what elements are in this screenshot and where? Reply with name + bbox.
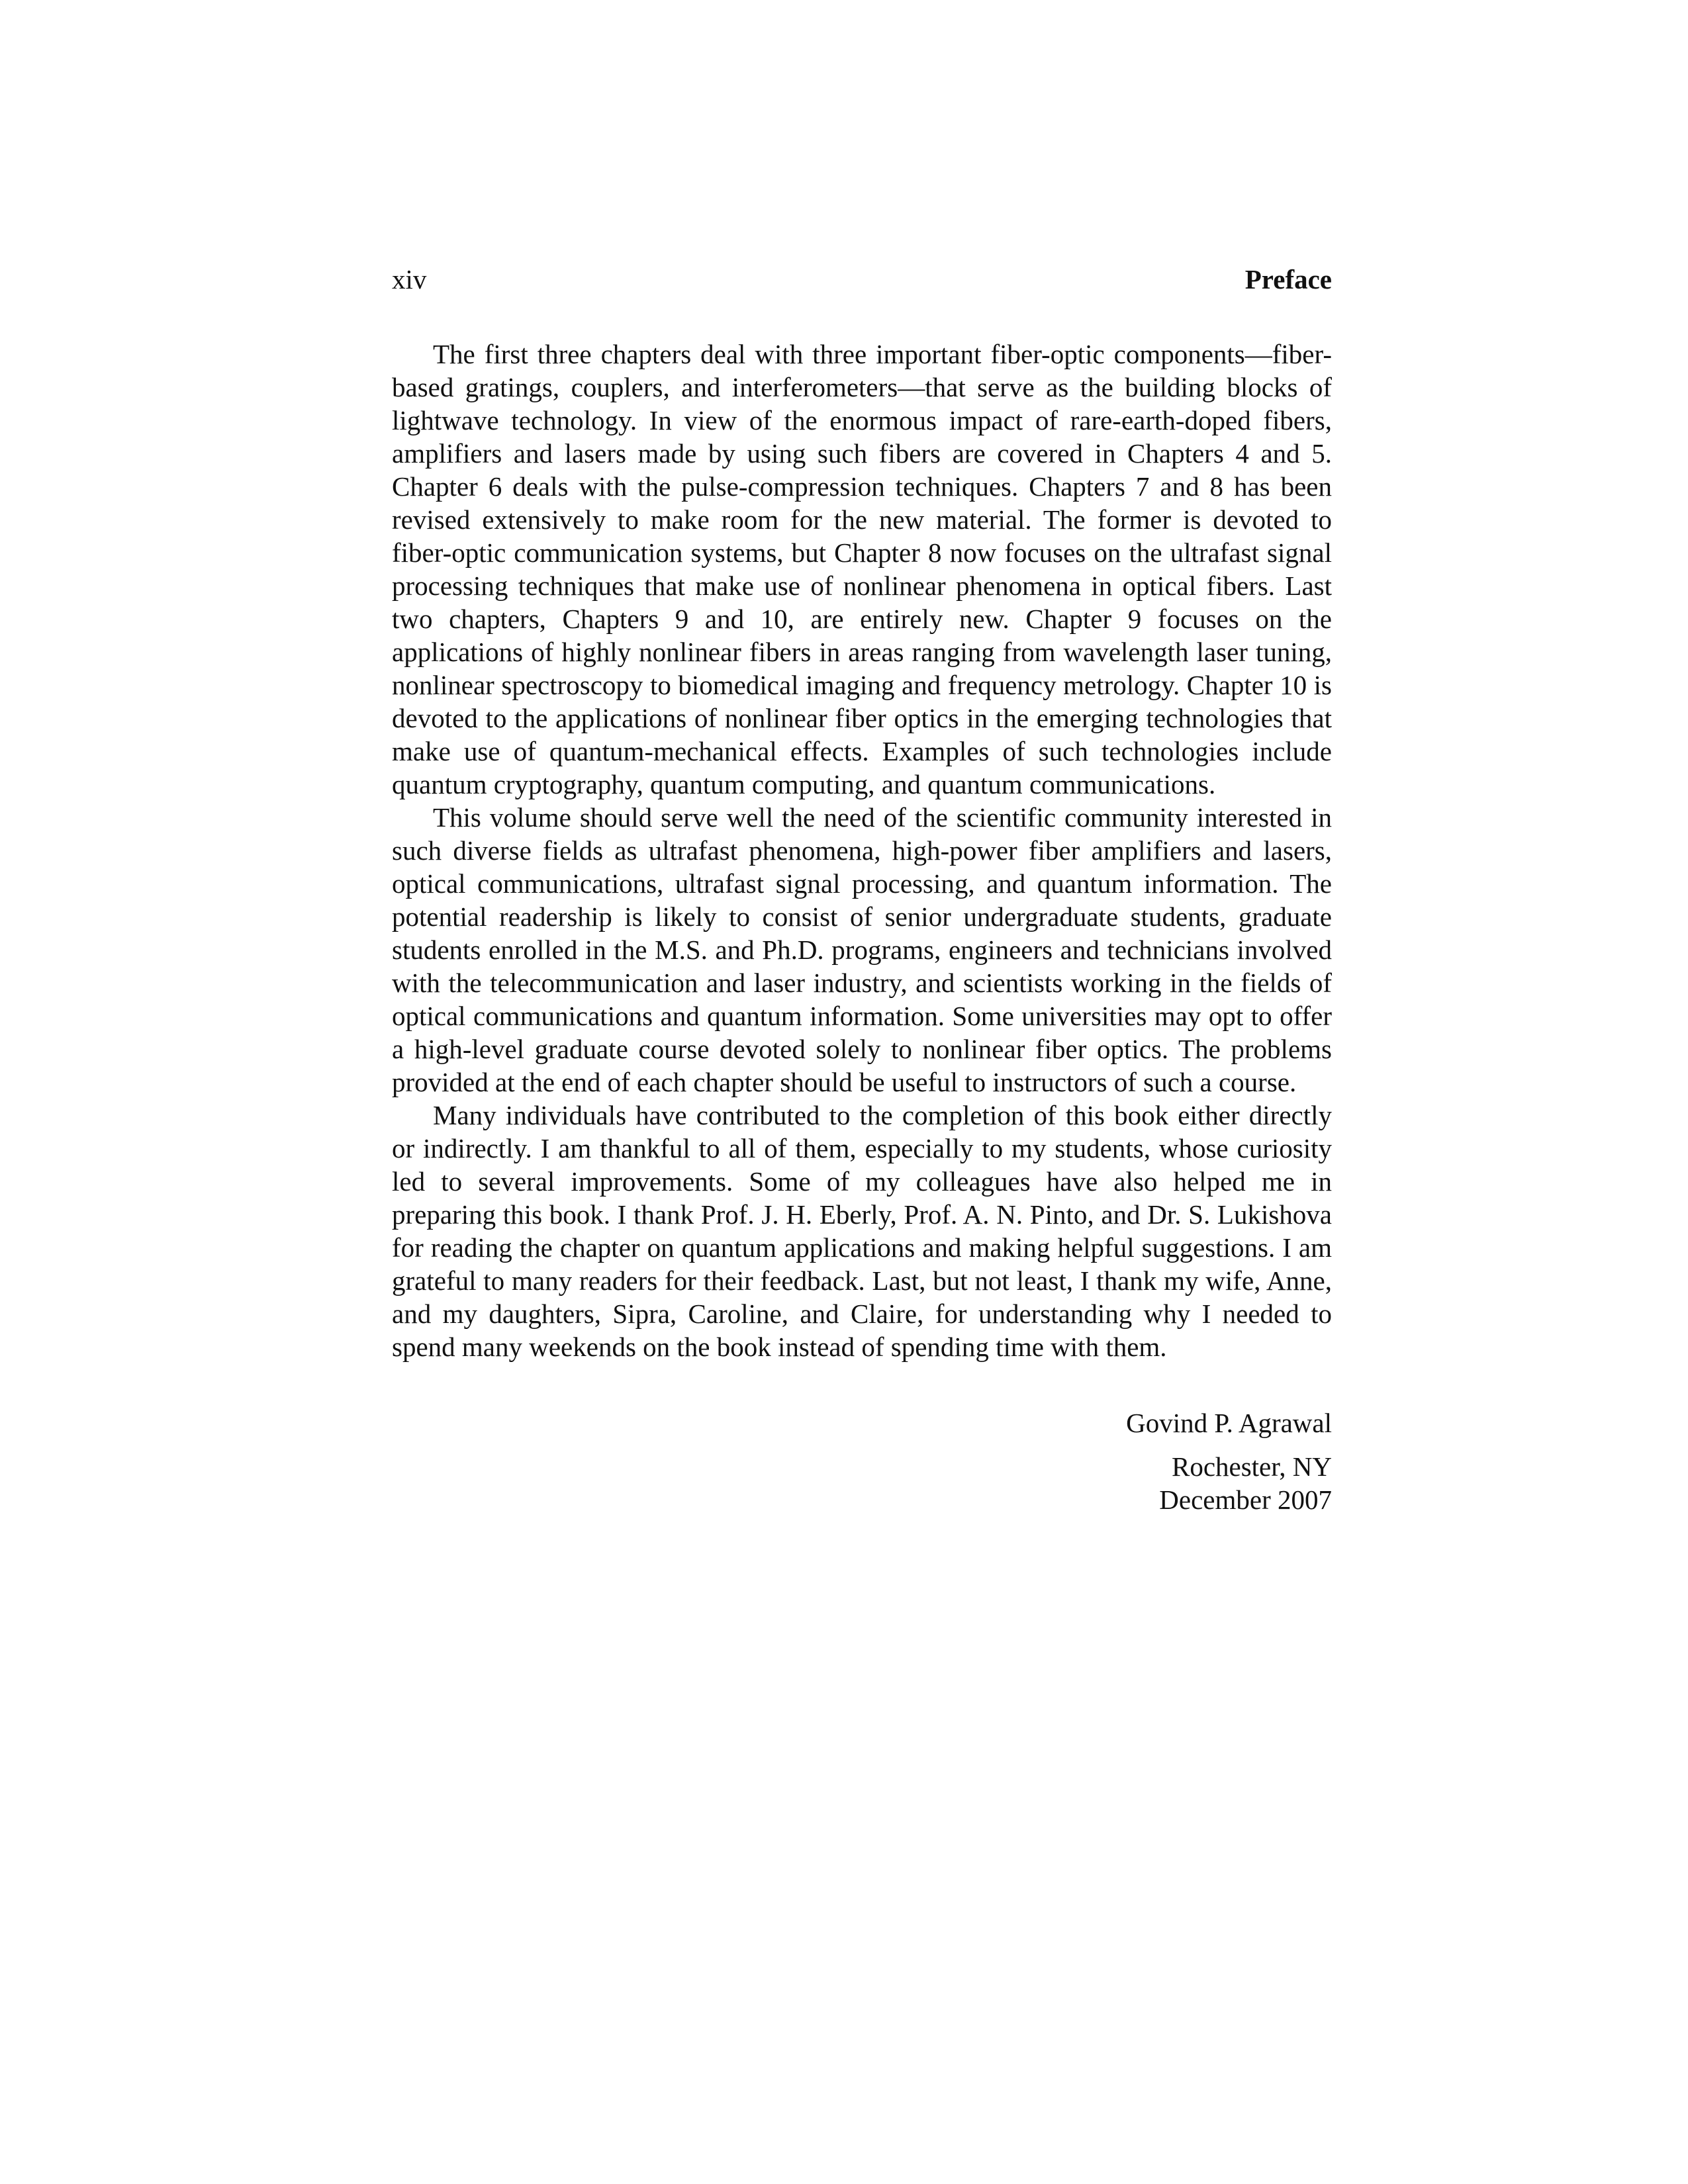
page-header bbox=[392, 259, 1332, 299]
paragraph: The first three chapters deal with three important fiber-optic components—fiber-based gratings, couplers, and interferometers—that serve as the building blocks of lightwave technology. In view of the enormous impact of rare-earth-doped fibers, amplifiers and lasers made by using such fibers are covered in Chapters 4 and 5. Chapter 6 deals with the pulse-compression techniques. Chapters 7 and 8 has been revised extensively to make room for the new material. The former is devoted to fiber-optic communication systems, but Chapter 8 now focuses on the ultrafast signal processing techniques that make use of nonlinear phenomena in optical fibers. Last two chapters, Chapters 9 and 10, are entirely new. Chapter 9 focuses on the applications of highly nonlinear fibers in areas ranging from wavelength laser tuning, nonlinear spectroscopy to biomedical imaging and frequency metrology. Chapter 10 is devoted to the applications of nonlinear fiber optics in the emerging technologies that make use of quantum-mechanical effects. Examples of such technologies include quantum cryptography, quantum computing, and quantum communications. bbox=[392, 339, 1332, 799]
date: December 2007 bbox=[1159, 1484, 1332, 1515]
page-number: xiv bbox=[392, 264, 427, 295]
running-title: Preface bbox=[1244, 264, 1332, 295]
paragraph: This volume should serve well the need of the scientific community interested in such diverse fields as ultrafast phenomena, high-power fiber amplifiers and lasers, optical communications, ultrafast signal processing, and quantum information. The potential readership is likely to consist of senior undergraduate students, graduate students enrolled in the M.S. and Ph.D. programs, engineers and technicians involved with the telecommunication and laser industry, and scientists working in the fields of optical communications and quantum information. Some universities may opt to offer a high-level graduate course devoted solely to nonlinear fiber optics. The problems provided at the end of each chapter should be useful to instructors of such a course. bbox=[392, 802, 1332, 1097]
signature-block bbox=[993, 1406, 1332, 1516]
author-name: Govind P. Agrawal bbox=[1126, 1408, 1332, 1438]
paragraph: Many individuals have contributed to the completion of this book either directly or indirectly. I am thankful to all of them, especially to my students, whose curiosity led to several improvements. Some of my colleagues have also helped me in preparing this book. I thank Prof. J. H. Eberly, Prof. A. N. Pinto, and Dr. S. Lukishova for reading the chapter on quantum applications and making helpful suggestions. I am grateful to many readers for their feedback. Last, but not least, I thank my wife, Anne, and my daughters, Sipra, Caroline, and Claire, for understanding why I needed to spend many weekends on the book instead of spending time with them. bbox=[392, 1100, 1332, 1362]
preface-body bbox=[392, 338, 1332, 1363]
location: Rochester, NY bbox=[1171, 1451, 1332, 1482]
